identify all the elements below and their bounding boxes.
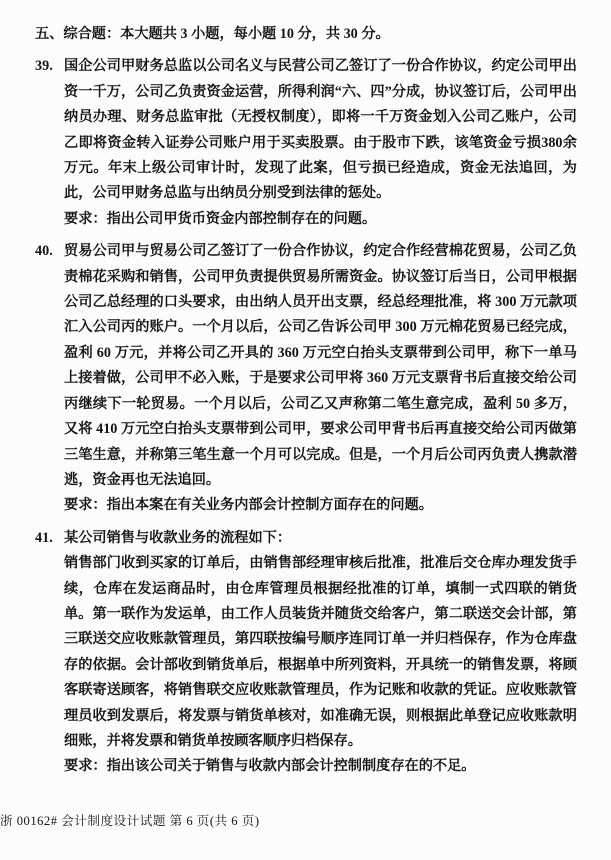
question-40	[35, 239, 577, 518]
question-41-requirement: 要求：指出该公司关于销售与收款内部会计控制制度存在的不足。	[64, 758, 476, 775]
question-41-body: 销售部门收到买家的订单后，由销售部经理审核后批准，批准后交仓库办理发货手续，仓库在发运商品时，由仓库管理员根据经批准的订单，填制一式四联的销货单。第一联作为发运单，由工作人员装货并随货交给客户，第二联送交会计部，第三联送交应收账款管理员，第四联按编号顺序连同订单一并归档保存，作为仓库盘存的依据。会计部收到销货单后，根据单中所列资料，开具统一的销售发票，将顾客联寄送顾客，将销售联交应收账款管理员，作为记账和收款的凭证。应收账款管理员收到发票后，将发票与销货单核对，如准确无误，则根据此单登记应收账款明细账，并将发票和销货单按顾客顺序归档保存。	[64, 555, 577, 749]
question-40-requirement: 要求：指出本案在有关业务内部会计控制方面存在的问题。	[64, 497, 433, 514]
question-41	[35, 526, 577, 780]
question-39-number: 39.	[35, 58, 53, 75]
question-41-number: 41.	[35, 529, 53, 546]
section-header: 五、综合题：本大题共 3 小题，每小题 10 分，共 30 分。	[35, 26, 390, 42]
question-41-intro: 某公司销售与收款业务的流程如下：	[64, 529, 292, 546]
page-footer: 浙 00162# 会计制度设计试题 第 6 页(共 6 页)	[0, 813, 260, 828]
question-39-body: 国企公司甲财务总监以公司名义与民营公司乙签订了一份合作协议，约定公司甲出资一千万，公司乙负责资金运营，所得利润“六、四”分成，协议签订后，公司甲出纳员办理、财务总监审批（无授权制度），即将一千万资金划入公司乙账户，公司乙即将资金转入证券公司账户用于买卖股票。由于股市下跌，该笔资金亏损380余万元。年末上级公司审计时，发现了此案，但亏损已经造成，资金无法追回，为此，公司甲财务总监与出纳员分别受到法律的惩处。	[64, 58, 577, 202]
question-40-number: 40.	[35, 243, 53, 260]
question-39-requirement: 要求：指出公司甲货币资金内部控制存在的问题。	[64, 210, 377, 227]
question-39	[35, 54, 577, 232]
question-40-body: 贸易公司甲与贸易公司乙签订了一份合作协议，约定合作经营棉花贸易，公司乙负责棉花采购和销售，公司甲负责提供贸易所需资金。协议签订后当日，公司甲根据公司乙总经理的口头要求，由出纳人员开出支票，经总经理批准，将 300 万元款项汇入公司丙的账户。一个月以后，公司乙告诉公司甲 300 万元棉花贸易已经完成，盈利 60 万元，并将公司乙开具的 360 万元空白抬头支票带到公司甲，称下一单马上接着做，公司甲不必入账，于是要求公司甲将 360 万元支票背书后直接交给公司丙继续下一轮贸易。一个月以后，公司乙又声称第二笔生意完成，盈利 50 多万，又将 410 万元空白抬头支票带到公司甲，要求公司甲背书后再直接交给公司丙做第三笔生意，并称第三笔生意一个月可以完成。但是，一个月后公司丙负责人携款潜逃，资金再也无法追回。	[64, 243, 577, 488]
